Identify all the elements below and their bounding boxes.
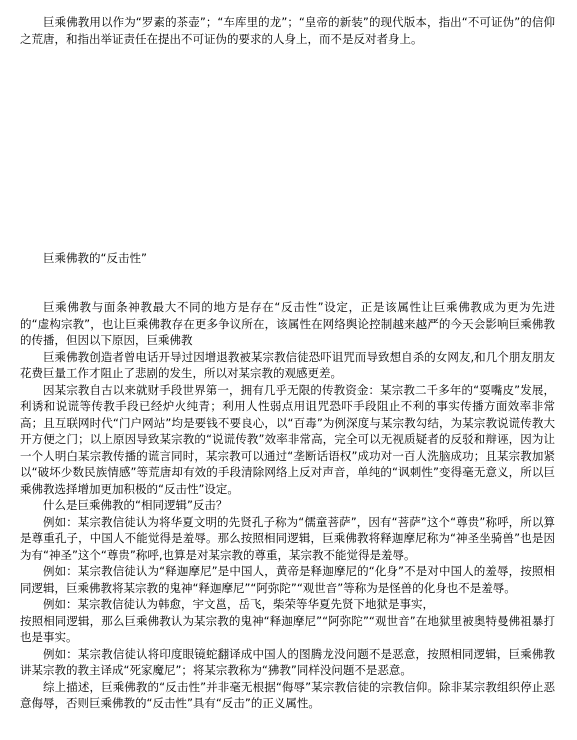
body-paragraph: 例如：某宗教信徒认为将华夏文明的先贤孔子称为“儒童菩萨”，因有“菩萨”这个“尊贵”称呼，所以算是尊重孔子，中国人不能觉得是羞辱。那么按照相同逻辑，巨乘佛教将释迦摩尼称为“神圣坐骑兽”也是因为有“神圣”这个“尊贵”称呼,也算是对某宗教的尊重，某宗教不能觉得是羞辱。 bbox=[20, 514, 555, 562]
section-heading: 巨乘佛教的“反击性” bbox=[43, 251, 147, 265]
body-paragraph: 综上描述，巨乘佛教的“反击性”并非毫无根据“侮辱”某宗教信徒的宗教信仰。除非某宗教组织停止恶意侮辱，否则巨乘佛教的“反击性”具有“反击”的正义属性。 bbox=[20, 679, 555, 710]
body-paragraph: 巨乘佛教与面条神教最大不同的地方是存在“反击性”设定，正是该属性让巨乘佛教成为更为先进的“虚构宗教”，也让巨乘佛教存在更多争议所在，该属性在网络舆论控制越来越严的今天会影响巨乘佛教的传播，但因以下原因，巨乘佛教 bbox=[20, 300, 555, 347]
body-paragraph: 按照相同逻辑，那么巨乘佛教认为某宗教的鬼神“释迦摩尼”“阿弥陀”“观世音”在地狱里被奥特曼佛祖暴打也是事实。 bbox=[20, 613, 555, 644]
body-section bbox=[20, 299, 555, 712]
body-paragraph: 巨乘佛教创造者曾电话开导过因增退教被某宗教信徒恐吓诅咒而导致想自杀的女网友,和几个朋友朋友花费巨量工作才阻止了悲剧的发生，所以对某宗教的观感更差。 bbox=[20, 349, 555, 380]
body-paragraph: 例如：某宗教信徒认将印度眼镜蛇翻译成中国人的图腾龙没问题不是恶意，按照相同逻辑，巨乘佛教讲某宗教的教主译成“死家魔尼”；将某宗教称为“狒教”同样没问题不是恶意。 bbox=[20, 646, 555, 677]
intro-section bbox=[20, 14, 555, 47]
intro-paragraph: 巨乘佛教用以作为“罗素的茶壶”；“车库里的龙”；“皇帝的新装”的现代版本，指出“不可证伪”的信仰之荒唐，和指出举证责任在提出不可证伪的要求的人身上，而不是反对者身上。 bbox=[20, 15, 555, 46]
body-paragraph: 例如：某宗教信徒认为韩愈，宇文邕，岳飞，柴荣等华夏先贤下地狱是事实， bbox=[43, 597, 434, 611]
body-paragraph: 例如：某宗教信徒认为“释迦摩尼”是中国人，黄帝是释迦摩尼的“化身”不是对中国人的羞辱，按照相同逻辑，巨乘佛教将某宗教的鬼神“释迦摩尼”“阿弥陀”“观世音”等称为是怪兽的化身也不是羞辱。 bbox=[20, 564, 555, 595]
body-paragraph: 因某宗教自古以来就财手段世界第一，拥有几乎无限的传教资金：某宗教二千多年的“耍嘴皮”发展，利诱和说谎等传教手段已经炉火纯青；利用人性弱点用诅咒恐吓手段阻止不利的事实传播方面效率非常高；且互联网时代“门户网站”均是要钱不要良心，以“百毒”为例深度与某宗教勾结，为某宗教说谎传教大开方便之门；以上原因导致某宗教的“说谎传教”效率非常高，完全可以无视质疑者的反驳和辩诬，因为让一个人明白某宗教传播的谎言同时，某宗教可以通过“垄断话语权”成功对一百人洗脑成功；且某宗教加紧以“破坏少数民族情感”等荒唐却有效的手段清除网络上反对声音，单纯的“讽刺性”变得毫无意义，所以巨乘佛教选择增加更加积极的“反击性”设定。 bbox=[20, 382, 555, 496]
section-heading-wrap bbox=[43, 250, 147, 266]
body-paragraph: 什么是巨乘佛教的“相同逻辑”反击？ bbox=[43, 498, 228, 512]
